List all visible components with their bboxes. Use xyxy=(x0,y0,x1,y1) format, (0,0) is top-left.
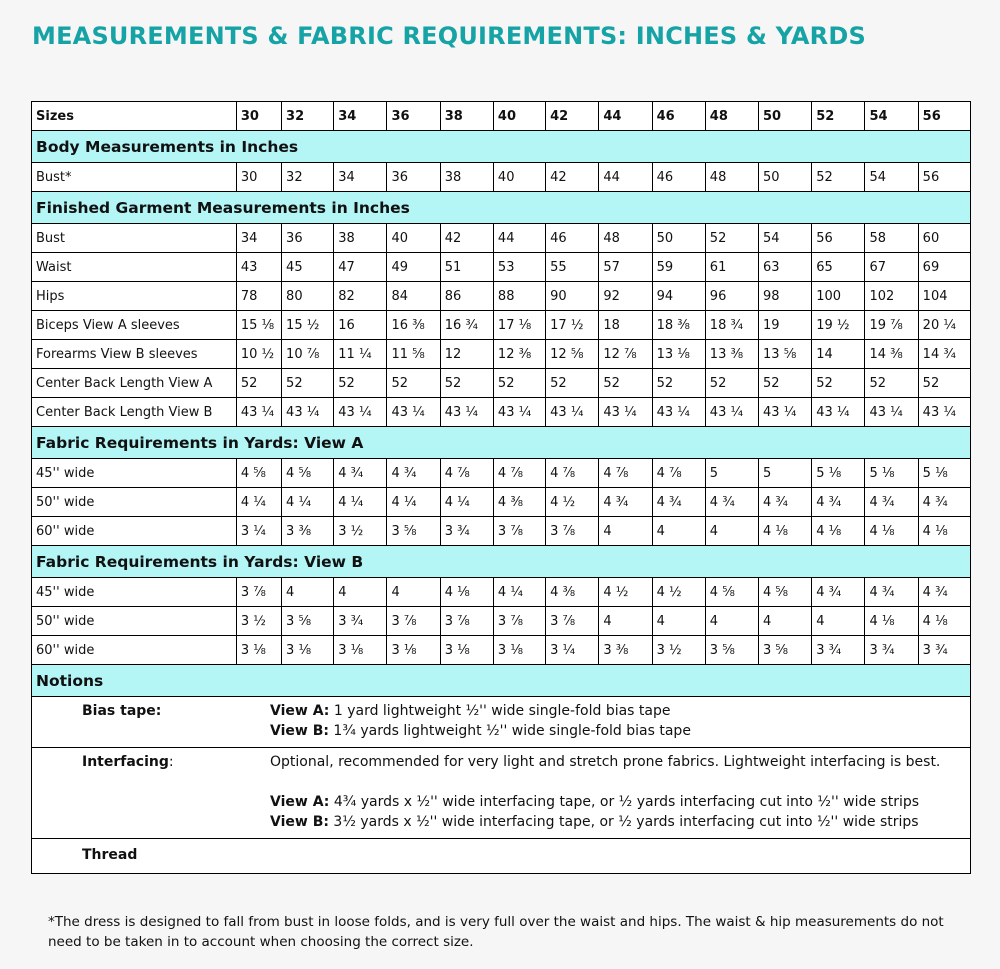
table-cell: 3 ¾ xyxy=(440,517,493,546)
table-cell: 5 ⅛ xyxy=(812,459,865,488)
table-cell: 16 ¾ xyxy=(440,311,493,340)
row-label: 45'' wide xyxy=(32,459,237,488)
table-cell: 104 xyxy=(918,282,970,311)
table-cell: 10 ⅞ xyxy=(282,340,334,369)
table-cell: 4 ⅞ xyxy=(652,459,705,488)
table-cell: 69 xyxy=(918,253,970,282)
table-cell: 43 ¼ xyxy=(865,398,918,427)
section-heading: Body Measurements in Inches xyxy=(32,131,971,163)
table-cell: 3 ⅝ xyxy=(759,636,812,665)
interfacing-label-wrap xyxy=(32,752,220,832)
table-cell: 3 ½ xyxy=(334,517,387,546)
table-cell: 4 xyxy=(387,578,440,607)
section-heading: Fabric Requirements in Yards: View A xyxy=(32,427,971,459)
table-cell: 43 ¼ xyxy=(546,398,599,427)
table-cell: 56 xyxy=(812,224,865,253)
table-row xyxy=(32,311,971,340)
table-cell: 54 xyxy=(865,163,918,192)
table-cell: 4 xyxy=(652,517,705,546)
table-cell: 16 xyxy=(334,311,387,340)
table-cell: 43 ¼ xyxy=(918,398,970,427)
table-cell: 94 xyxy=(652,282,705,311)
size-header-cell: 34 xyxy=(334,102,387,131)
table-cell: 40 xyxy=(493,163,545,192)
page-title: MEASUREMENTS & FABRIC REQUIREMENTS: INCHES & YARDS xyxy=(32,22,866,50)
table-cell: 52 xyxy=(759,369,812,398)
table-cell: 84 xyxy=(387,282,440,311)
table-cell: 43 ¼ xyxy=(440,398,493,427)
size-header-cell: 56 xyxy=(918,102,970,131)
notions-row xyxy=(32,697,971,875)
table-cell: 55 xyxy=(546,253,599,282)
row-label: Center Back Length View A xyxy=(32,369,237,398)
table-cell: 4 ¾ xyxy=(334,459,387,488)
table-cell: 53 xyxy=(493,253,545,282)
table-cell: 43 ¼ xyxy=(759,398,812,427)
table-cell: 15 ⅛ xyxy=(236,311,281,340)
table-cell: 4 ¾ xyxy=(652,488,705,517)
table-cell: 4 xyxy=(705,607,758,636)
table-cell: 43 ¼ xyxy=(493,398,545,427)
row-label: Center Back Length View B xyxy=(32,398,237,427)
table-cell: 19 ⅞ xyxy=(865,311,918,340)
table-cell: 5 xyxy=(705,459,758,488)
table-cell: 67 xyxy=(865,253,918,282)
table-cell: 43 ¼ xyxy=(236,398,281,427)
table-cell: 4 ¼ xyxy=(236,488,281,517)
table-cell: 43 ¼ xyxy=(599,398,652,427)
table-row xyxy=(32,163,971,192)
table-cell: 4 ⅛ xyxy=(865,517,918,546)
table-cell: 11 ¼ xyxy=(334,340,387,369)
table-cell: 44 xyxy=(599,163,652,192)
row-label: Hips xyxy=(32,282,237,311)
measurements-table xyxy=(31,101,971,874)
view-b-text: 1¾ yards lightweight ½'' wide single-fold bias tape xyxy=(333,723,691,739)
size-header-cell: 42 xyxy=(546,102,599,131)
table-row xyxy=(32,488,971,517)
table-cell: 3 ⅝ xyxy=(387,517,440,546)
table-cell: 13 ⅝ xyxy=(759,340,812,369)
table-cell: 10 ½ xyxy=(236,340,281,369)
table-cell: 92 xyxy=(599,282,652,311)
table-cell: 3 ¾ xyxy=(918,636,970,665)
view-a-text: 4¾ yards x ½'' wide interfacing tape, or ½ yards interfacing cut into ½'' wide strips xyxy=(333,794,920,810)
table-cell: 43 ¼ xyxy=(282,398,334,427)
table-cell: 3 ⅞ xyxy=(493,607,545,636)
table-row xyxy=(32,607,971,636)
table-cell: 54 xyxy=(759,224,812,253)
table-cell: 78 xyxy=(236,282,281,311)
row-label: Bust* xyxy=(32,163,237,192)
table-cell: 4 ⅝ xyxy=(759,578,812,607)
table-cell: 4 ¾ xyxy=(387,459,440,488)
table-cell: 15 ½ xyxy=(282,311,334,340)
table-cell: 52 xyxy=(440,369,493,398)
table-cell: 12 xyxy=(440,340,493,369)
table-cell: 4 ½ xyxy=(652,578,705,607)
table-cell: 3 ¾ xyxy=(334,607,387,636)
row-label: Forearms View B sleeves xyxy=(32,340,237,369)
table-cell: 4 ¼ xyxy=(282,488,334,517)
table-cell: 3 ⅛ xyxy=(387,636,440,665)
table-cell: 12 ⅞ xyxy=(599,340,652,369)
table-cell: 52 xyxy=(334,369,387,398)
table-row xyxy=(32,369,971,398)
table-cell: 42 xyxy=(546,163,599,192)
table-cell: 32 xyxy=(282,163,334,192)
table-cell: 4 ¾ xyxy=(705,488,758,517)
sizes-header-row xyxy=(32,102,971,131)
table-cell: 82 xyxy=(334,282,387,311)
table-row xyxy=(32,459,971,488)
table-cell: 98 xyxy=(759,282,812,311)
table-cell: 96 xyxy=(705,282,758,311)
table-cell: 52 xyxy=(282,369,334,398)
table-cell: 50 xyxy=(652,224,705,253)
section-heading: Fabric Requirements in Yards: View B xyxy=(32,546,971,578)
table-cell: 3 ⅞ xyxy=(546,607,599,636)
table-cell: 47 xyxy=(334,253,387,282)
table-cell: 86 xyxy=(440,282,493,311)
table-cell: 19 xyxy=(759,311,812,340)
table-cell: 3 ½ xyxy=(652,636,705,665)
table-cell: 100 xyxy=(812,282,865,311)
table-cell: 5 xyxy=(759,459,812,488)
table-cell: 38 xyxy=(334,224,387,253)
table-cell: 57 xyxy=(599,253,652,282)
section-heading: Finished Garment Measurements in Inches xyxy=(32,192,971,224)
table-cell: 59 xyxy=(652,253,705,282)
table-row xyxy=(32,253,971,282)
table-cell: 18 ⅜ xyxy=(652,311,705,340)
table-cell: 5 ⅛ xyxy=(865,459,918,488)
table-cell: 3 ⅞ xyxy=(236,578,281,607)
bias-tape-block xyxy=(32,697,970,748)
table-cell: 52 xyxy=(705,224,758,253)
table-cell: 44 xyxy=(493,224,545,253)
table-cell: 43 ¼ xyxy=(705,398,758,427)
table-row xyxy=(32,578,971,607)
table-cell: 4 ⅛ xyxy=(918,517,970,546)
table-cell: 4 ½ xyxy=(546,488,599,517)
interfacing-intro: Optional, recommended for very light and stretch prone fabrics. Lightweight interfacing is best. xyxy=(270,754,941,770)
table-cell: 52 xyxy=(546,369,599,398)
thread-block xyxy=(32,839,970,874)
table-cell: 63 xyxy=(759,253,812,282)
table-cell: 3 ⅞ xyxy=(387,607,440,636)
size-header-cell: 44 xyxy=(599,102,652,131)
size-header-cell: 54 xyxy=(865,102,918,131)
table-cell: 52 xyxy=(705,369,758,398)
table-cell: 52 xyxy=(812,369,865,398)
table-cell: 4 ⅛ xyxy=(812,517,865,546)
table-cell: 52 xyxy=(493,369,545,398)
table-cell: 52 xyxy=(812,163,865,192)
table-cell: 4 ¾ xyxy=(865,578,918,607)
row-label: 60'' wide xyxy=(32,636,237,665)
size-header-cell: 38 xyxy=(440,102,493,131)
table-cell: 14 ¾ xyxy=(918,340,970,369)
table-cell: 13 ⅛ xyxy=(652,340,705,369)
interfacing-view-a xyxy=(220,792,970,812)
table-cell: 48 xyxy=(705,163,758,192)
table-cell: 36 xyxy=(282,224,334,253)
size-header-cell: 30 xyxy=(236,102,281,131)
table-cell: 43 ¼ xyxy=(812,398,865,427)
table-cell: 3 ⅜ xyxy=(599,636,652,665)
table-cell: 43 ¼ xyxy=(334,398,387,427)
table-cell: 51 xyxy=(440,253,493,282)
table-cell: 65 xyxy=(812,253,865,282)
footnote: *The dress is designed to fall from bust in loose folds, and is very full over the waist and hips. The waist & hip measurements do not need to be taken in to account when choosing the correct size. xyxy=(48,914,944,950)
size-header-cell: 52 xyxy=(812,102,865,131)
table-cell: 4 xyxy=(282,578,334,607)
interfacing-label-suffix: : xyxy=(168,754,174,770)
row-label: 50'' wide xyxy=(32,488,237,517)
table-cell: 4 xyxy=(812,607,865,636)
table-cell: 4 ⅛ xyxy=(440,578,493,607)
table-cell: 18 ¾ xyxy=(705,311,758,340)
table-cell: 11 ⅝ xyxy=(387,340,440,369)
table-cell: 4 ¾ xyxy=(759,488,812,517)
view-b-label: View B: xyxy=(270,814,329,830)
section-heading: Notions xyxy=(32,665,971,697)
size-header-cell: 50 xyxy=(759,102,812,131)
table-cell: 42 xyxy=(440,224,493,253)
size-header-cell: 40 xyxy=(493,102,545,131)
table-cell: 4 ¾ xyxy=(812,578,865,607)
table-cell: 4 ½ xyxy=(599,578,652,607)
table-row xyxy=(32,282,971,311)
table-cell: 4 xyxy=(599,517,652,546)
row-label: Waist xyxy=(32,253,237,282)
table-cell: 58 xyxy=(865,224,918,253)
table-cell: 4 ¾ xyxy=(865,488,918,517)
table-cell: 46 xyxy=(546,224,599,253)
table-cell: 3 ¾ xyxy=(812,636,865,665)
table-cell: 4 ⅛ xyxy=(865,607,918,636)
table-cell: 4 xyxy=(705,517,758,546)
table-cell: 4 ¾ xyxy=(918,488,970,517)
thread-label: Thread xyxy=(82,847,138,863)
table-cell: 4 ⅛ xyxy=(759,517,812,546)
table-cell: 3 ⅞ xyxy=(546,517,599,546)
table-cell: 34 xyxy=(334,163,387,192)
table-cell: 3 ¾ xyxy=(865,636,918,665)
size-header-cell: 46 xyxy=(652,102,705,131)
table-cell: 4 ¼ xyxy=(334,488,387,517)
table-cell: 3 ½ xyxy=(236,607,281,636)
interfacing-details xyxy=(220,752,970,832)
table-cell: 20 ¼ xyxy=(918,311,970,340)
table-cell: 4 ¼ xyxy=(493,578,545,607)
bias-tape-view-b xyxy=(220,721,970,741)
table-cell: 50 xyxy=(759,163,812,192)
bias-tape-label: Bias tape: xyxy=(82,703,162,719)
table-cell: 30 xyxy=(236,163,281,192)
table-cell: 3 ⅞ xyxy=(493,517,545,546)
section-heading-row xyxy=(32,665,971,697)
table-row xyxy=(32,517,971,546)
section-heading-row xyxy=(32,131,971,163)
table-cell: 3 ⅛ xyxy=(282,636,334,665)
table-cell: 40 xyxy=(387,224,440,253)
size-header-cell: 36 xyxy=(387,102,440,131)
interfacing-label: Interfacing xyxy=(82,754,169,770)
table-cell: 4 ¾ xyxy=(812,488,865,517)
table-cell: 38 xyxy=(440,163,493,192)
table-cell: 88 xyxy=(493,282,545,311)
table-cell: 4 xyxy=(599,607,652,636)
table-cell: 4 ¾ xyxy=(918,578,970,607)
table-cell: 4 ⅜ xyxy=(493,488,545,517)
table-cell: 4 ⅛ xyxy=(918,607,970,636)
table-cell: 3 ⅛ xyxy=(334,636,387,665)
table-cell: 4 ⅞ xyxy=(546,459,599,488)
table-cell: 18 xyxy=(599,311,652,340)
bias-tape-details xyxy=(220,701,970,741)
table-cell: 17 ⅛ xyxy=(493,311,545,340)
view-a-label: View A: xyxy=(270,703,330,719)
table-cell: 13 ⅜ xyxy=(705,340,758,369)
view-a-label: View A: xyxy=(270,794,330,810)
table-cell: 52 xyxy=(865,369,918,398)
view-b-text: 3½ yards x ½'' wide interfacing tape, or ½ yards interfacing cut into ½'' wide strips xyxy=(333,814,919,830)
section-heading-row xyxy=(32,427,971,459)
section-heading-row xyxy=(32,192,971,224)
table-cell: 46 xyxy=(652,163,705,192)
table-cell: 4 ¼ xyxy=(440,488,493,517)
table-row xyxy=(32,340,971,369)
row-label: 45'' wide xyxy=(32,578,237,607)
size-header-cell: 32 xyxy=(282,102,334,131)
table-cell: 4 ¼ xyxy=(387,488,440,517)
table-cell: 60 xyxy=(918,224,970,253)
measurements-table-body xyxy=(32,102,971,875)
interfacing-block xyxy=(32,748,970,839)
table-cell: 14 xyxy=(812,340,865,369)
row-label: Bust xyxy=(32,224,237,253)
table-cell: 56 xyxy=(918,163,970,192)
table-cell: 52 xyxy=(236,369,281,398)
table-cell: 3 ¼ xyxy=(236,517,281,546)
table-cell: 3 ⅞ xyxy=(440,607,493,636)
table-cell: 4 ⅝ xyxy=(236,459,281,488)
table-cell: 80 xyxy=(282,282,334,311)
table-cell: 43 ¼ xyxy=(652,398,705,427)
view-a-text: 1 yard lightweight ½'' wide single-fold bias tape xyxy=(333,703,671,719)
size-header-cell: 48 xyxy=(705,102,758,131)
table-cell: 90 xyxy=(546,282,599,311)
table-cell: 4 ⅞ xyxy=(493,459,545,488)
table-cell: 48 xyxy=(599,224,652,253)
section-heading-row xyxy=(32,546,971,578)
table-cell: 4 ¾ xyxy=(599,488,652,517)
view-b-label: View B: xyxy=(270,723,329,739)
row-label: Biceps View A sleeves xyxy=(32,311,237,340)
table-cell: 36 xyxy=(387,163,440,192)
table-cell: 3 ¼ xyxy=(546,636,599,665)
notions-cell xyxy=(32,697,971,875)
table-cell: 3 ⅛ xyxy=(493,636,545,665)
table-cell: 52 xyxy=(387,369,440,398)
table-cell: 4 xyxy=(334,578,387,607)
table-cell: 14 ⅜ xyxy=(865,340,918,369)
table-cell: 16 ⅜ xyxy=(387,311,440,340)
table-cell: 5 ⅛ xyxy=(918,459,970,488)
table-cell: 12 ⅜ xyxy=(493,340,545,369)
table-cell: 43 ¼ xyxy=(387,398,440,427)
table-cell: 3 ⅜ xyxy=(282,517,334,546)
row-label: 60'' wide xyxy=(32,517,237,546)
table-cell: 52 xyxy=(918,369,970,398)
row-label: 50'' wide xyxy=(32,607,237,636)
table-cell: 3 ⅛ xyxy=(440,636,493,665)
table-row xyxy=(32,224,971,253)
table-cell: 4 xyxy=(759,607,812,636)
table-row xyxy=(32,398,971,427)
sizes-label: Sizes xyxy=(32,102,237,131)
table-cell: 45 xyxy=(282,253,334,282)
table-cell: 4 ⅞ xyxy=(440,459,493,488)
interfacing-view-b xyxy=(220,812,970,832)
table-cell: 4 ⅜ xyxy=(546,578,599,607)
table-cell: 4 ⅝ xyxy=(282,459,334,488)
table-row xyxy=(32,636,971,665)
table-cell: 52 xyxy=(652,369,705,398)
table-cell: 4 ⅝ xyxy=(705,578,758,607)
table-cell: 3 ⅝ xyxy=(282,607,334,636)
table-cell: 43 xyxy=(236,253,281,282)
table-cell: 34 xyxy=(236,224,281,253)
table-cell: 49 xyxy=(387,253,440,282)
table-cell: 12 ⅝ xyxy=(546,340,599,369)
table-cell: 17 ½ xyxy=(546,311,599,340)
table-cell: 3 ⅝ xyxy=(705,636,758,665)
table-cell: 61 xyxy=(705,253,758,282)
bias-tape-view-a xyxy=(220,701,970,721)
table-cell: 3 ⅛ xyxy=(236,636,281,665)
table-cell: 102 xyxy=(865,282,918,311)
table-cell: 19 ½ xyxy=(812,311,865,340)
table-cell: 4 ⅞ xyxy=(599,459,652,488)
table-cell: 4 xyxy=(652,607,705,636)
table-cell: 52 xyxy=(599,369,652,398)
